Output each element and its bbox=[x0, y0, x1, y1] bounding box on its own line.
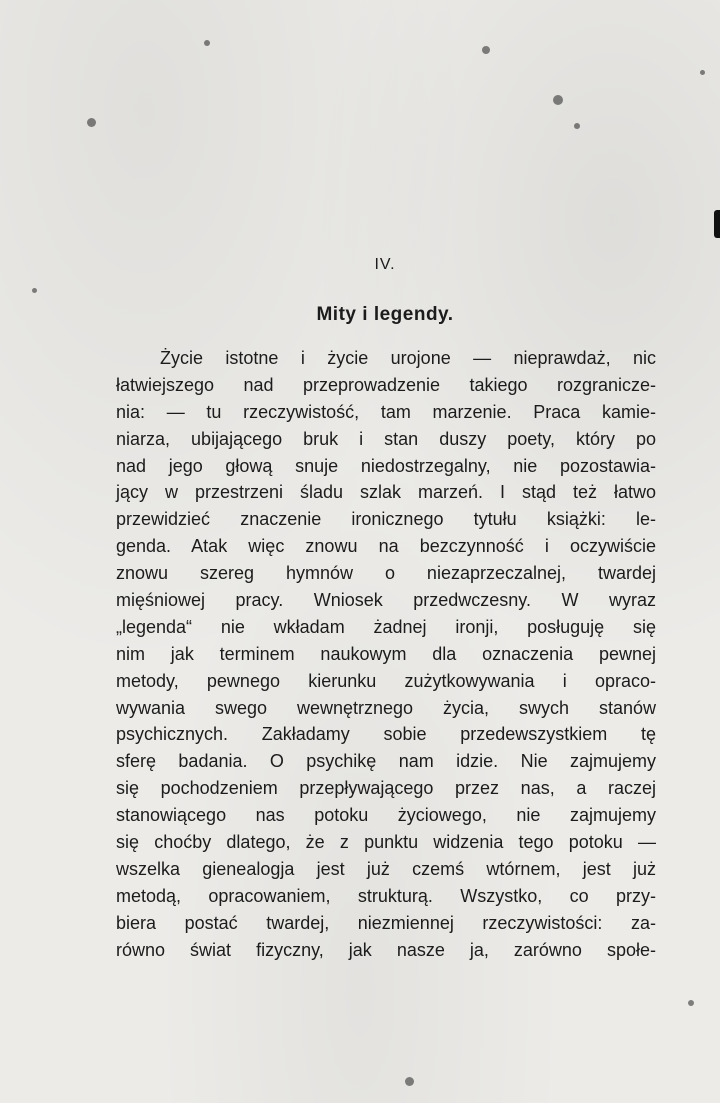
text-line: metodą, opracowaniem, strukturą. Wszystko, co przy- bbox=[116, 885, 656, 906]
foxing-spot bbox=[405, 1077, 414, 1086]
text-line: genda. Atak więc znowu na bezczynność i oczywiście bbox=[116, 536, 656, 557]
text-line: łatwiejszego nad przeprowadzenie takiego rozgranicze- bbox=[116, 374, 656, 395]
text-line: stanowiącego nas potoku życiowego, nie zajmujemy bbox=[116, 805, 656, 826]
foxing-spot bbox=[574, 123, 580, 129]
text-line: wywania swego wewnętrznego życia, swych stanów bbox=[116, 697, 656, 718]
text-line: psychicznych. Zakładamy sobie przedewszystkiem tę bbox=[116, 724, 656, 745]
text-line: przewidzieć znaczenie ironicznego tytułu książki: le- bbox=[116, 509, 656, 530]
text-line: wszelka gienealogja jest już czemś wtórnem, jest już bbox=[116, 858, 656, 879]
chapter-number: IV. bbox=[374, 256, 396, 273]
text-line: jący w przestrzeni śladu szlak marzeń. I stąd też łatwo bbox=[116, 482, 656, 503]
foxing-spot bbox=[688, 1000, 694, 1006]
text-line: sferę badania. O psychikę nam idzie. Nie zajmujemy bbox=[116, 751, 656, 772]
text-line: równo świat fizyczny, jak nasze ja, zarówno społe- bbox=[116, 939, 656, 960]
text-line: nad jego głową snuje niedostrzegalny, nie pozostawia- bbox=[116, 455, 656, 476]
text-line: niarza, ubijającego bruk i stan duszy poety, który po bbox=[116, 428, 656, 449]
bleed-through-texture bbox=[108, 75, 668, 335]
page-edge-mark bbox=[714, 210, 720, 238]
text-line: Życie istotne i życie urojone — nieprawdaż, nic bbox=[160, 348, 656, 368]
body-paragraph bbox=[116, 345, 656, 963]
text-line: nia: — tu rzeczywistość, tam marzenie. Praca kamie- bbox=[116, 401, 656, 422]
foxing-spot bbox=[204, 40, 210, 46]
foxing-spot bbox=[700, 70, 705, 75]
text-line: się choćby dlatego, że z punktu widzenia tego potoku — bbox=[116, 832, 656, 853]
chapter-title: Mity i legendy. bbox=[316, 304, 454, 325]
text-line: znowu szereg hymnów o niezaprzeczalnej, twardej bbox=[116, 563, 656, 584]
text-line: metody, pewnego kierunku zużytkowywania i opraco- bbox=[116, 670, 656, 691]
foxing-spot bbox=[482, 46, 490, 54]
text-line: nim jak terminem naukowym dla oznaczenia pewnej bbox=[116, 643, 656, 664]
text-line: biera postać twardej, niezmiennej rzeczywistości: za- bbox=[116, 912, 656, 933]
text-line: się pochodzeniem przepływającego przez nas, a raczej bbox=[116, 778, 656, 799]
text-line: mięśniowej pracy. Wniosek przedwczesny. W wyraz bbox=[116, 590, 656, 611]
foxing-spot bbox=[32, 288, 37, 293]
foxing-spot bbox=[87, 118, 96, 127]
text-line: „legenda“ nie wkładam żadnej ironji, posługuję się bbox=[116, 616, 656, 637]
foxing-spot bbox=[553, 95, 563, 105]
